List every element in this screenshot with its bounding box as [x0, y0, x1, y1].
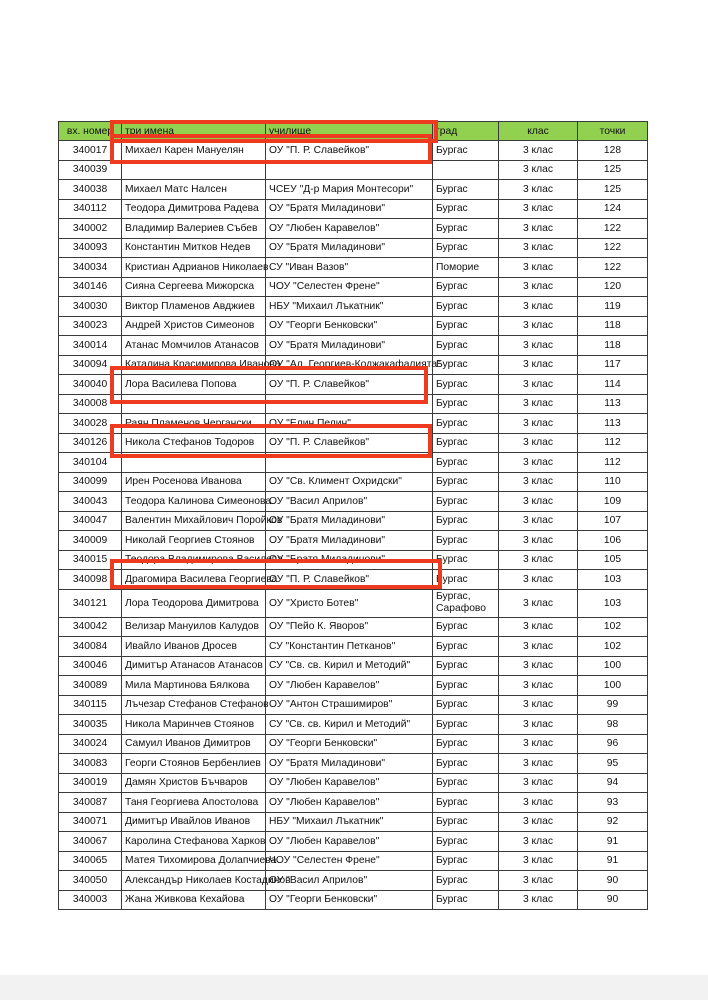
cell-name: Дамян Христов Бъчваров — [122, 773, 266, 793]
table-row — [59, 589, 648, 617]
cell-id: 340014 — [59, 336, 122, 356]
cell-id: 340093 — [59, 238, 122, 258]
cell-school: ОУ "Любен Каравелов" — [266, 773, 433, 793]
cell-points: 122 — [578, 219, 648, 239]
cell-points: 124 — [578, 199, 648, 219]
cell-school — [266, 453, 433, 473]
cell-class: 3 клас — [499, 695, 578, 715]
cell-school: ОУ "Васил Априлов" — [266, 871, 433, 891]
cell-school: СУ "Константин Петканов" — [266, 637, 433, 657]
cell-city: Бургас — [433, 492, 499, 512]
cell-city: Бургас — [433, 734, 499, 754]
cell-class: 3 клас — [499, 472, 578, 492]
table-row — [59, 355, 648, 375]
cell-points: 120 — [578, 277, 648, 297]
cell-class: 3 клас — [499, 316, 578, 336]
cell-name: Сияна Сергеева Мижорска — [122, 277, 266, 297]
cell-id: 340017 — [59, 141, 122, 161]
cell-points: 98 — [578, 715, 648, 735]
cell-name: Валентин Михайлович Поройков — [122, 511, 266, 531]
cell-school: ОУ "Георги Бенковски" — [266, 316, 433, 336]
cell-class: 3 клас — [499, 238, 578, 258]
cell-id: 340115 — [59, 695, 122, 715]
cell-city: Бургас — [433, 754, 499, 774]
table-row — [59, 414, 648, 434]
cell-class: 3 клас — [499, 394, 578, 414]
cell-points: 94 — [578, 773, 648, 793]
cell-id: 340003 — [59, 890, 122, 910]
table-body — [59, 141, 648, 910]
cell-id: 340099 — [59, 472, 122, 492]
cell-id: 340023 — [59, 316, 122, 336]
cell-school: ОУ "Св. Климент Охридски" — [266, 472, 433, 492]
cell-points: 93 — [578, 793, 648, 813]
cell-name: Михаел Матс Налсен — [122, 180, 266, 200]
column-header-points: точки — [578, 122, 648, 141]
cell-class: 3 клас — [499, 871, 578, 891]
table-row — [59, 141, 648, 161]
cell-id: 340039 — [59, 160, 122, 180]
cell-class: 3 клас — [499, 258, 578, 278]
cell-class: 3 клас — [499, 589, 578, 617]
cell-city: Бургас — [433, 637, 499, 657]
cell-class: 3 клас — [499, 199, 578, 219]
cell-city: Бургас — [433, 375, 499, 395]
cell-class: 3 клас — [499, 336, 578, 356]
cell-id: 340121 — [59, 589, 122, 617]
cell-city: Бургас — [433, 472, 499, 492]
cell-city: Бургас — [433, 695, 499, 715]
cell-points: 122 — [578, 258, 648, 278]
cell-id: 340040 — [59, 375, 122, 395]
cell-id: 340030 — [59, 297, 122, 317]
table-row — [59, 492, 648, 512]
table-row — [59, 297, 648, 317]
cell-id: 340043 — [59, 492, 122, 512]
cell-points: 100 — [578, 676, 648, 696]
cell-name — [122, 394, 266, 414]
cell-id: 340104 — [59, 453, 122, 473]
cell-name: Раян Пламенов Чергански — [122, 414, 266, 434]
cell-id: 340035 — [59, 715, 122, 735]
table-row — [59, 773, 648, 793]
cell-city: Бургас — [433, 453, 499, 473]
cell-school: СУ "Св. св. Кирил и Методий" — [266, 656, 433, 676]
cell-class: 3 клас — [499, 851, 578, 871]
cell-school: СУ "Св. св. Кирил и Методий" — [266, 715, 433, 735]
cell-school: ОУ "Любен Каравелов" — [266, 832, 433, 852]
cell-school — [266, 160, 433, 180]
cell-id: 340009 — [59, 531, 122, 551]
cell-class: 3 клас — [499, 734, 578, 754]
cell-class: 3 клас — [499, 355, 578, 375]
cell-points: 100 — [578, 656, 648, 676]
cell-points: 96 — [578, 734, 648, 754]
cell-id: 340084 — [59, 637, 122, 657]
cell-points: 90 — [578, 890, 648, 910]
cell-name: Мила Мартинова Бялкова — [122, 676, 266, 696]
table-row — [59, 238, 648, 258]
cell-school: ОУ "Антон Страшимиров" — [266, 695, 433, 715]
cell-id: 340065 — [59, 851, 122, 871]
cell-class: 3 клас — [499, 773, 578, 793]
cell-name: Димитър Атанасов Атанасов — [122, 656, 266, 676]
cell-points: 112 — [578, 453, 648, 473]
cell-points: 109 — [578, 492, 648, 512]
cell-class: 3 клас — [499, 180, 578, 200]
cell-school: ОУ "Братя Миладинови" — [266, 754, 433, 774]
cell-city: Бургас — [433, 812, 499, 832]
cell-school: ОУ "Христо Ботев" — [266, 589, 433, 617]
cell-name: Лора Теодорова Димитрова — [122, 589, 266, 617]
cell-name: Димитър Ивайлов Иванов — [122, 812, 266, 832]
table-row — [59, 570, 648, 590]
cell-id: 340015 — [59, 550, 122, 570]
table-row — [59, 277, 648, 297]
cell-city: Бургас — [433, 238, 499, 258]
cell-name: Велизар Мануилов Калудов — [122, 617, 266, 637]
column-header-class: клас — [499, 122, 578, 141]
cell-name: Николай Георгиев Стоянов — [122, 531, 266, 551]
cell-name: Михаел Карен Мануелян — [122, 141, 266, 161]
cell-class: 3 клас — [499, 715, 578, 735]
cell-points: 102 — [578, 637, 648, 657]
cell-class: 3 клас — [499, 414, 578, 434]
table-row — [59, 851, 648, 871]
cell-name — [122, 160, 266, 180]
table-row — [59, 550, 648, 570]
cell-city: Бургас — [433, 141, 499, 161]
cell-school: ОУ "Ал. Георгиев-Коджакафалията" — [266, 355, 433, 375]
cell-id: 340050 — [59, 871, 122, 891]
cell-school: НБУ "Михаил Лъкатник" — [266, 297, 433, 317]
cell-class: 3 клас — [499, 890, 578, 910]
cell-id: 340089 — [59, 676, 122, 696]
cell-school: ЧОУ "Селестен Френе" — [266, 851, 433, 871]
table-row — [59, 160, 648, 180]
cell-id: 340083 — [59, 754, 122, 774]
cell-id: 340126 — [59, 433, 122, 453]
table-row — [59, 890, 648, 910]
cell-id: 340112 — [59, 199, 122, 219]
cell-city: Бургас — [433, 355, 499, 375]
cell-class: 3 клас — [499, 812, 578, 832]
column-header-school: училище — [266, 122, 433, 141]
table-row — [59, 336, 648, 356]
table-row — [59, 531, 648, 551]
cell-city: Бургас — [433, 676, 499, 696]
cell-name: Ивайло Иванов Дросев — [122, 637, 266, 657]
cell-points: 92 — [578, 812, 648, 832]
cell-points: 95 — [578, 754, 648, 774]
cell-city: Бургас — [433, 433, 499, 453]
cell-school: ОУ "Елин Пелин" — [266, 414, 433, 434]
cell-school: НБУ "Михаил Лъкатник" — [266, 812, 433, 832]
cell-class: 3 клас — [499, 550, 578, 570]
cell-school: ОУ "Братя Миладинови" — [266, 511, 433, 531]
cell-school: СУ "Иван Вазов" — [266, 258, 433, 278]
cell-id: 340146 — [59, 277, 122, 297]
page-bottom-band — [0, 975, 708, 1000]
cell-class: 3 клас — [499, 492, 578, 512]
column-header-name: три имена — [122, 122, 266, 141]
cell-class: 3 клас — [499, 277, 578, 297]
cell-points: 106 — [578, 531, 648, 551]
cell-points: 118 — [578, 336, 648, 356]
cell-class: 3 клас — [499, 793, 578, 813]
cell-city: Бургас — [433, 832, 499, 852]
column-header-id: вх. номер — [59, 122, 122, 141]
cell-id: 340094 — [59, 355, 122, 375]
cell-name: Виктор Пламенов Авджиев — [122, 297, 266, 317]
cell-class: 3 клас — [499, 656, 578, 676]
cell-name: Атанас Момчилов Атанасов — [122, 336, 266, 356]
cell-name: Теодора Димитрова Радева — [122, 199, 266, 219]
table-row — [59, 637, 648, 657]
cell-school: ОУ "Братя Миладинови" — [266, 238, 433, 258]
cell-points: 103 — [578, 570, 648, 590]
cell-id: 340067 — [59, 832, 122, 852]
cell-city: Бургас — [433, 617, 499, 637]
table-row — [59, 433, 648, 453]
cell-city: Бургас — [433, 511, 499, 531]
cell-city: Бургас — [433, 180, 499, 200]
cell-city: Бургас — [433, 550, 499, 570]
table-row — [59, 375, 648, 395]
cell-id: 340046 — [59, 656, 122, 676]
table-row — [59, 812, 648, 832]
cell-city: Бургас — [433, 793, 499, 813]
cell-name: Теодора Калинова Симеонова — [122, 492, 266, 512]
cell-id: 340098 — [59, 570, 122, 590]
cell-points: 91 — [578, 851, 648, 871]
cell-name — [122, 453, 266, 473]
cell-points: 113 — [578, 414, 648, 434]
cell-city: Бургас — [433, 336, 499, 356]
cell-name: Таня Георгиева Апостолова — [122, 793, 266, 813]
cell-school: ОУ "Братя Миладинови" — [266, 531, 433, 551]
table-row — [59, 656, 648, 676]
cell-points: 122 — [578, 238, 648, 258]
cell-class: 3 клас — [499, 832, 578, 852]
cell-school: ОУ "Братя Миладинови" — [266, 199, 433, 219]
cell-id: 340047 — [59, 511, 122, 531]
cell-school: ОУ "Любен Каравелов" — [266, 793, 433, 813]
cell-city — [433, 160, 499, 180]
table-row — [59, 472, 648, 492]
cell-id: 340034 — [59, 258, 122, 278]
cell-school: ОУ "Георги Бенковски" — [266, 890, 433, 910]
cell-city: Бургас — [433, 656, 499, 676]
cell-school: ЧОУ "Селестен Френе" — [266, 277, 433, 297]
cell-name: Кристиан Адрианов Николаев — [122, 258, 266, 278]
cell-city: Бургас — [433, 316, 499, 336]
table-row — [59, 180, 648, 200]
cell-class: 3 клас — [499, 297, 578, 317]
cell-school: ОУ "П. Р. Славейков" — [266, 375, 433, 395]
cell-city: Бургас — [433, 715, 499, 735]
cell-school: ОУ "Братя Миладинови" — [266, 550, 433, 570]
cell-city: Бургас — [433, 414, 499, 434]
table-row — [59, 316, 648, 336]
cell-class: 3 клас — [499, 676, 578, 696]
cell-school: ОУ "Васил Априлов" — [266, 492, 433, 512]
cell-name: Каталина Красимирова Иванова — [122, 355, 266, 375]
cell-name: Георги Стоянов Бербенлиев — [122, 754, 266, 774]
cell-class: 3 клас — [499, 141, 578, 161]
cell-class: 3 клас — [499, 219, 578, 239]
cell-school: ОУ "Любен Каравелов" — [266, 676, 433, 696]
cell-school: ОУ "Пейо К. Яворов" — [266, 617, 433, 637]
cell-points: 107 — [578, 511, 648, 531]
cell-id: 340042 — [59, 617, 122, 637]
table-row — [59, 199, 648, 219]
cell-class: 3 клас — [499, 617, 578, 637]
column-header-city: град — [433, 122, 499, 141]
cell-name: Лъчезар Стефанов Стефанов — [122, 695, 266, 715]
cell-city: Бургас, Сарафово — [433, 589, 499, 617]
cell-name: Теодора Владимирова Василева — [122, 550, 266, 570]
cell-points: 125 — [578, 160, 648, 180]
cell-city: Бургас — [433, 277, 499, 297]
table-row — [59, 754, 648, 774]
table-row — [59, 617, 648, 637]
table-row — [59, 793, 648, 813]
cell-points: 91 — [578, 832, 648, 852]
cell-class: 3 клас — [499, 160, 578, 180]
cell-school: ОУ "Любен Каравелов" — [266, 219, 433, 239]
cell-city: Бургас — [433, 851, 499, 871]
table-row — [59, 715, 648, 735]
cell-city: Бургас — [433, 297, 499, 317]
cell-id: 340038 — [59, 180, 122, 200]
table-row — [59, 676, 648, 696]
cell-points: 103 — [578, 589, 648, 617]
cell-city: Бургас — [433, 531, 499, 551]
cell-id: 340071 — [59, 812, 122, 832]
cell-points: 112 — [578, 433, 648, 453]
cell-school: ОУ "Братя Миладинови" — [266, 336, 433, 356]
table-row — [59, 394, 648, 414]
cell-school: ОУ "Георги Бенковски" — [266, 734, 433, 754]
table-header-row — [59, 122, 648, 141]
cell-id: 340024 — [59, 734, 122, 754]
cell-class: 3 клас — [499, 531, 578, 551]
cell-name: Лора Василева Попова — [122, 375, 266, 395]
cell-points: 113 — [578, 394, 648, 414]
cell-name: Никола Стефанов Тодоров — [122, 433, 266, 453]
cell-id: 340087 — [59, 793, 122, 813]
cell-school: ОУ "П. Р. Славейков" — [266, 433, 433, 453]
cell-id: 340019 — [59, 773, 122, 793]
table-row — [59, 258, 648, 278]
cell-name: Драгомира Василева Георгиева — [122, 570, 266, 590]
cell-class: 3 клас — [499, 637, 578, 657]
cell-name: Владимир Валериев Събев — [122, 219, 266, 239]
cell-id: 340008 — [59, 394, 122, 414]
cell-school: ОУ "П. Р. Славейков" — [266, 570, 433, 590]
cell-school: ЧСЕУ "Д-р Мария Монтесори" — [266, 180, 433, 200]
cell-name: Никола Маринчев Стоянов — [122, 715, 266, 735]
cell-name: Константин Митков Недев — [122, 238, 266, 258]
cell-name: Самуил Иванов Димитров — [122, 734, 266, 754]
cell-id: 340002 — [59, 219, 122, 239]
cell-class: 3 клас — [499, 511, 578, 531]
results-table — [58, 121, 648, 910]
cell-class: 3 клас — [499, 570, 578, 590]
cell-name: Каролина Стефанова Харков — [122, 832, 266, 852]
cell-name: Александър Николаев Костадинов — [122, 871, 266, 891]
table-row — [59, 219, 648, 239]
cell-name: Жана Живкова Кехайова — [122, 890, 266, 910]
table-row — [59, 453, 648, 473]
cell-school: ОУ "П. Р. Славейков" — [266, 141, 433, 161]
cell-class: 3 клас — [499, 375, 578, 395]
cell-city: Бургас — [433, 773, 499, 793]
cell-points: 99 — [578, 695, 648, 715]
cell-city: Бургас — [433, 199, 499, 219]
cell-school — [266, 394, 433, 414]
cell-city: Бургас — [433, 219, 499, 239]
table-row — [59, 871, 648, 891]
cell-city: Бургас — [433, 890, 499, 910]
cell-class: 3 клас — [499, 453, 578, 473]
cell-points: 114 — [578, 375, 648, 395]
cell-points: 125 — [578, 180, 648, 200]
table-row — [59, 832, 648, 852]
table-row — [59, 695, 648, 715]
cell-id: 340028 — [59, 414, 122, 434]
cell-points: 128 — [578, 141, 648, 161]
cell-points: 118 — [578, 316, 648, 336]
cell-points: 110 — [578, 472, 648, 492]
table-row — [59, 511, 648, 531]
cell-points: 105 — [578, 550, 648, 570]
cell-points: 117 — [578, 355, 648, 375]
cell-city: Поморие — [433, 258, 499, 278]
cell-city: Бургас — [433, 394, 499, 414]
table-row — [59, 734, 648, 754]
cell-name: Матея Тихомирова Долапчиева — [122, 851, 266, 871]
cell-city: Бургас — [433, 871, 499, 891]
cell-points: 119 — [578, 297, 648, 317]
cell-name: Андрей Христов Симеонов — [122, 316, 266, 336]
cell-points: 102 — [578, 617, 648, 637]
cell-class: 3 клас — [499, 433, 578, 453]
cell-city: Бургас — [433, 570, 499, 590]
cell-name: Ирен Росенова Иванова — [122, 472, 266, 492]
cell-points: 90 — [578, 871, 648, 891]
cell-class: 3 клас — [499, 754, 578, 774]
